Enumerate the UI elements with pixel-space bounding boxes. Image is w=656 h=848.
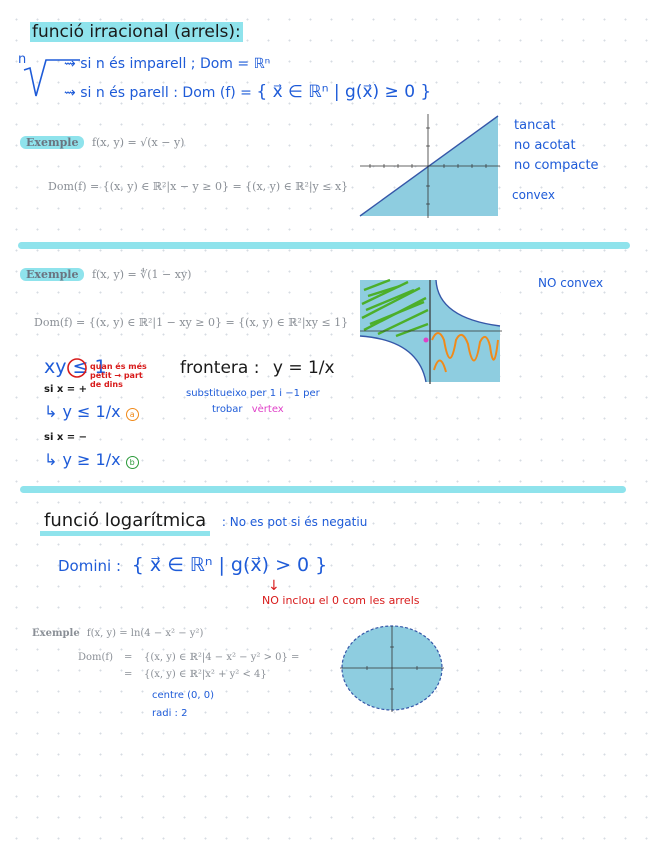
hyperbola-graph bbox=[360, 280, 502, 384]
example2-domain: Dom(f) = {(x, y) ∈ ℝ²|1 − xy ≥ 0} = {(x, y) ∈ ℝ²|xy ≤ 1} bbox=[34, 316, 349, 329]
example-tag: Exemple bbox=[32, 628, 80, 639]
frontera: frontera : y = 1/x bbox=[180, 358, 335, 378]
example-tag: Exemple bbox=[20, 136, 84, 149]
arrow-icon: ↳ bbox=[44, 450, 63, 469]
arrow-icon: ⇝ bbox=[64, 56, 81, 72]
mark-b-badge: b bbox=[126, 456, 139, 469]
example3-domain-line1: {(x, y) ∈ ℝ²|4 − x² − y² > 0} = bbox=[144, 652, 300, 663]
example-function: f(x, y) = ln(4 − x² − y²) bbox=[86, 628, 204, 639]
substitute-note: substitueixo per 1 i −1 per bbox=[186, 388, 320, 399]
root-index: n bbox=[18, 52, 27, 67]
example2-row bbox=[20, 268, 191, 281]
property-not-compact: no compacte bbox=[514, 158, 599, 173]
case-b: ↳ y ≥ 1/x b bbox=[44, 450, 139, 469]
section-divider bbox=[18, 242, 630, 249]
disk-graph bbox=[340, 626, 444, 714]
domini-def: Domini : { x⃗ ∈ ℝⁿ | g(x⃗) > 0 } bbox=[58, 554, 328, 576]
substitute-note-line2: trobar vèrtex bbox=[212, 404, 284, 415]
example3-domain-eq2: = bbox=[124, 669, 133, 680]
example1-domain: Dom(f) = {(x, y) ∈ ℝ²|x − y ≥ 0} = {(x, y) ∈ ℝ²|y ≤ x} bbox=[48, 180, 349, 193]
case-positive-label: si x = + bbox=[44, 384, 88, 395]
property-closed: tancat bbox=[514, 118, 556, 133]
halfplane-graph bbox=[360, 114, 500, 218]
property-convex: convex bbox=[512, 188, 555, 202]
arrow-icon: ⇝ bbox=[64, 85, 81, 101]
section1-title-text: funció irracional (arrels): bbox=[32, 22, 241, 42]
xy-inequality: xy ≤ 1 bbox=[44, 356, 107, 378]
example1-row bbox=[20, 136, 184, 149]
log-red-note: NO inclou el 0 com les arrels bbox=[262, 594, 420, 607]
example-function: f(x, y) = √(x − y) bbox=[91, 136, 185, 149]
circle-mark-icon bbox=[66, 357, 88, 379]
section1-title bbox=[30, 22, 243, 42]
section-divider bbox=[20, 486, 626, 493]
example3-domain-line2: {(x, y) ∈ ℝ²|x² + y² < 4} bbox=[144, 669, 267, 680]
example3-domain-lhs: Dom(f) bbox=[78, 652, 114, 663]
mark-a-badge: a bbox=[126, 408, 139, 421]
case-a: ↳ y ≤ 1/x a bbox=[44, 402, 139, 421]
example-function: f(x, y) = ∜(1 − xy) bbox=[91, 268, 192, 281]
example-tag: Exemple bbox=[20, 268, 84, 281]
example3-row bbox=[32, 628, 203, 639]
circle-centre: centre (0, 0) bbox=[152, 690, 215, 701]
no-convex-note: NO convex bbox=[538, 276, 604, 290]
vertex-point bbox=[424, 338, 429, 343]
rule-odd: ⇝ si n és imparell ; Dom = ℝⁿ bbox=[64, 56, 271, 72]
vertex-word: vèrtex bbox=[251, 404, 284, 415]
case-negative-label: si x = − bbox=[44, 432, 88, 443]
red-note: quan és més petit → part de dins bbox=[90, 362, 147, 389]
rule-even: ⇝ si n és parell : Dom (f) = { x⃗ ∈ ℝⁿ | g(x⃗) ≥ 0 } bbox=[64, 82, 432, 102]
example3-domain-eq1: = bbox=[124, 652, 133, 663]
down-arrow-icon: ↓ bbox=[268, 578, 280, 594]
section3-title: funció logarítmica : No es pot si és negatiu bbox=[40, 510, 367, 531]
circle-radius: radi : 2 bbox=[152, 708, 188, 719]
property-unbounded: no acotat bbox=[514, 138, 576, 153]
arrow-icon: ↳ bbox=[44, 402, 63, 421]
